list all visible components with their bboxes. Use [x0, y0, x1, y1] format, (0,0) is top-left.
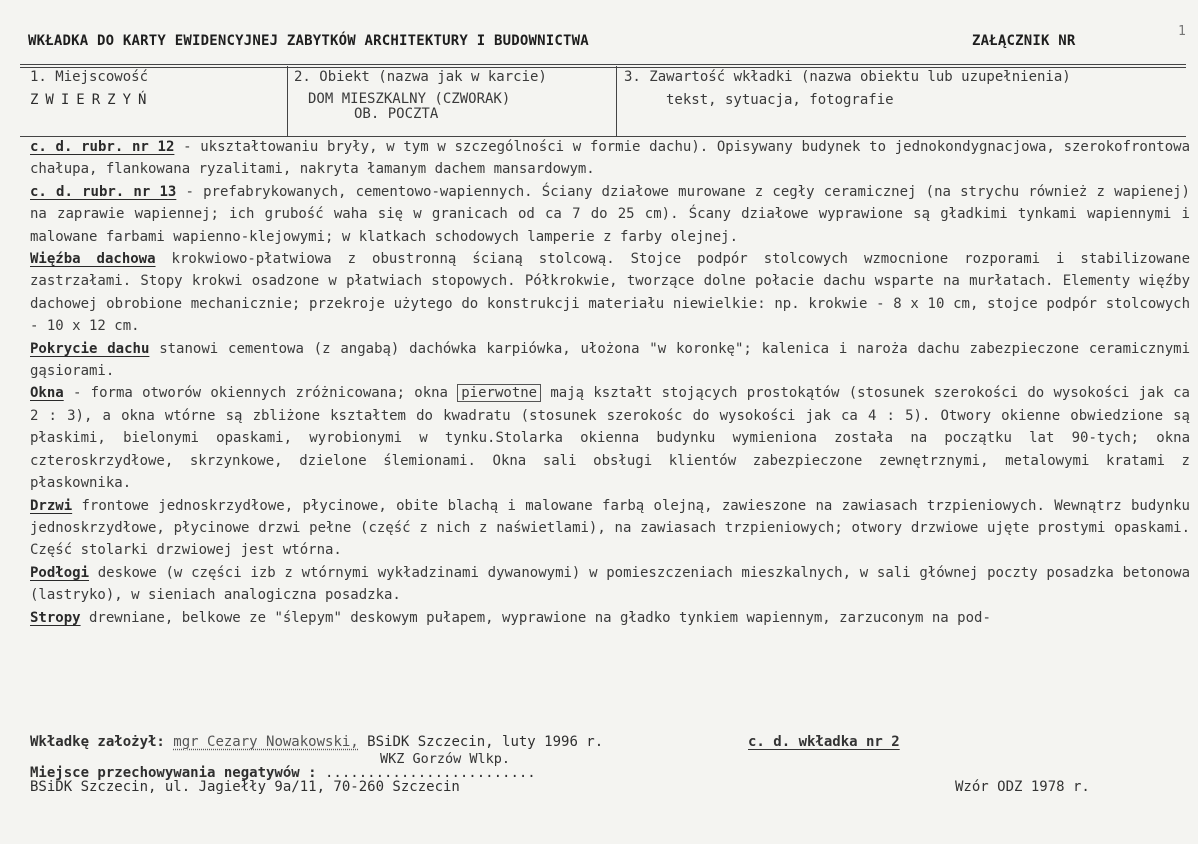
paragraph-roofing — [30, 338, 1190, 383]
continuation-note: c. d. wkładka nr 2 — [748, 734, 900, 750]
paragraph-heading: Drzwi — [30, 497, 73, 514]
paragraph-heading: Więźba dachowa — [30, 251, 156, 268]
top-rule-double — [20, 67, 1186, 68]
card-title: WKŁADKA DO KARTY EWIDENCYJNEJ ZABYTKÓW ARCHITEKTURY I BUDOWNICTWA — [28, 33, 589, 49]
object-label: 2. Obiekt (nazwa jak w karcie) — [294, 69, 547, 85]
paragraph-heading: Pokrycie dachu — [30, 340, 150, 357]
field-divider-2 — [616, 66, 617, 136]
object-value-line2: OB. POCZTA — [354, 106, 439, 122]
contents-value: tekst, sytuacja, fotografie — [666, 92, 894, 108]
paragraph-text: krokwiowo-płatwiowa z obustronną ścianą stolcową. Stojce podpór stolcowych wzmocnione rozporami i stabilizowane zastrzałami. Stopy krokwi osadzone w płatwiach stopowych. Półkrokwie, tworzące dolne połacie dachu wsparte na murłatach. Elementy więźby dachowej obrobione mechanicznie; przekroje użytego do konstrukcji materiału niewielkie: np. krokwie - 8 x 10 cm, stojce podpór stolcowych - 10 x 12 cm. — [30, 251, 1190, 335]
paragraph-heading: c. d. rubr. nr 13 — [30, 183, 177, 200]
negatives-label: Miejsce przechowywania negatywów : — [30, 765, 317, 781]
location-field — [30, 69, 280, 108]
paragraph-text: - prefabrykowanych, cementowo-wapiennych. Ściany działowe murowane z cegły ceramicznej (na strychu również z wapienej) na zaprawie wapiennej; ich grubość waha się w granicach od ca 7 do 25 cm). Ścany działowe wyprawione są gładkimi tynkami wapiennymi i malowane farbami wapienno-klejowymi; w klatkach schodowych lamperie z farby olejnej. — [30, 183, 1190, 245]
paragraph-text: - ukształtowaniu bryły, w tym w szczególności w formie dachu). Opisywany budynek to jednokondygnacjowa, szerokofrontowa chałupa, flankowana ryzalitami, nakryta łamanym dachem mansardowym. — [30, 139, 1190, 178]
paragraph-heading: Okna — [30, 385, 64, 402]
paragraph-text: deskowe (w części izb z wtórnymi wykładzinami dywanowymi) w pomieszczeniach mieszkalnych, w sali głównej poczty posadzka betonowa (lastryko), w sieniach analogiczna posadzka. — [30, 564, 1190, 604]
paragraph-text: - forma otworów okiennych zróżnicowana; okna — [63, 385, 458, 402]
paragraph-walls — [30, 181, 1190, 248]
paragraph-floors — [30, 562, 1190, 607]
negatives-dots: ......................... — [316, 765, 536, 781]
paragraph-heading: Podłogi — [30, 564, 90, 581]
paragraph-text: frontowe jednoskrzydłowe, płycinowe, obite blachą i malowane farbą olejną, zawieszone na zawiasach trzpieniowych. Wewnątrz budynku jednoskrzydłowe, płycinowe drzwi pełne (część z nich z naświetlami), na zawiasach trzpieniowych; otwory drzwiowe ujęte prostymi opaskami. Część stolarki drzwiowej jest wtórna. — [30, 497, 1190, 559]
page-number: 1 — [1178, 24, 1186, 39]
description-body — [30, 136, 1190, 629]
boxed-term: pierwotne — [457, 384, 541, 402]
paragraph-text: drewniane, belkowe ze "ślepym" deskowym pułapem, wyprawione na gładko tynkiem wapiennym, zarzuconym na pod- — [80, 609, 991, 626]
location-value: ZWIERZYŃ — [30, 92, 154, 108]
paragraph-text: mają kształt stojących prostokątów (stosunek szerokości do wysokości jak ca 2 : 3), a okna wtórne są zbliżone kształtem do kwadratu (stosunek szerokośc do wysokości jak ca 4 : 5). Otwory okienne obwiedzione są płaskimi, bielonymi opaskami, wyrobionymi w tynku.Stolarka okienna budynku wymieniona została na początku lat 90-tych; okna czteroskrzydłowe, skrzynkowe, dzielone ślemionami. Okna sali obsługi klientów zabezpieczone zewnętrznymi, metalowymi kratami z płaskownika. — [30, 385, 1190, 492]
object-value-line1: DOM MIESZKALNY (CZWORAK) — [308, 91, 511, 107]
author-name: mgr Cezary Nowakowski, — [173, 734, 359, 750]
paragraph-doors — [30, 495, 1190, 562]
top-rule — [20, 64, 1186, 65]
paragraph-heading: Stropy — [30, 609, 81, 626]
address-line: BSiDK Szczecin, ul. Jagiełły 9a/11, 70-260 Szczecin — [30, 779, 460, 795]
template-note: Wzór ODZ 1978 r. — [955, 779, 1090, 795]
founded-label: Wkładkę założył: — [30, 734, 165, 750]
author-line — [30, 734, 603, 750]
paragraph-text: stanowi cementowa (z angabą) dachówka karpiówka, ułożona "w koronkę"; kalenica i naroża dachu zabezpieczone ceramicznymi gąsiorami. — [30, 340, 1190, 380]
paragraph-ceilings — [30, 607, 1190, 629]
card-header — [28, 33, 1188, 49]
field-divider-1 — [287, 66, 288, 136]
location-label: 1. Miejscowość — [30, 69, 149, 85]
object-value — [294, 92, 612, 122]
paragraph-form — [30, 136, 1190, 181]
author-org: BSiDK Szczecin, luty 1996 r. — [358, 734, 604, 750]
paragraph-roof-truss — [30, 248, 1190, 338]
attachment-label: ZAŁĄCZNIK NR — [972, 33, 1076, 49]
object-field — [294, 69, 612, 122]
contents-label: 3. Zawartość wkładki (nazwa obiektu lub uzupełnienia) — [624, 69, 1071, 85]
paragraph-windows — [30, 382, 1190, 494]
paragraph-heading: c. d. rubr. nr 12 — [30, 139, 175, 155]
negatives-location: WKZ Gorzów Wlkp. — [380, 751, 511, 767]
contents-field — [624, 69, 1184, 108]
